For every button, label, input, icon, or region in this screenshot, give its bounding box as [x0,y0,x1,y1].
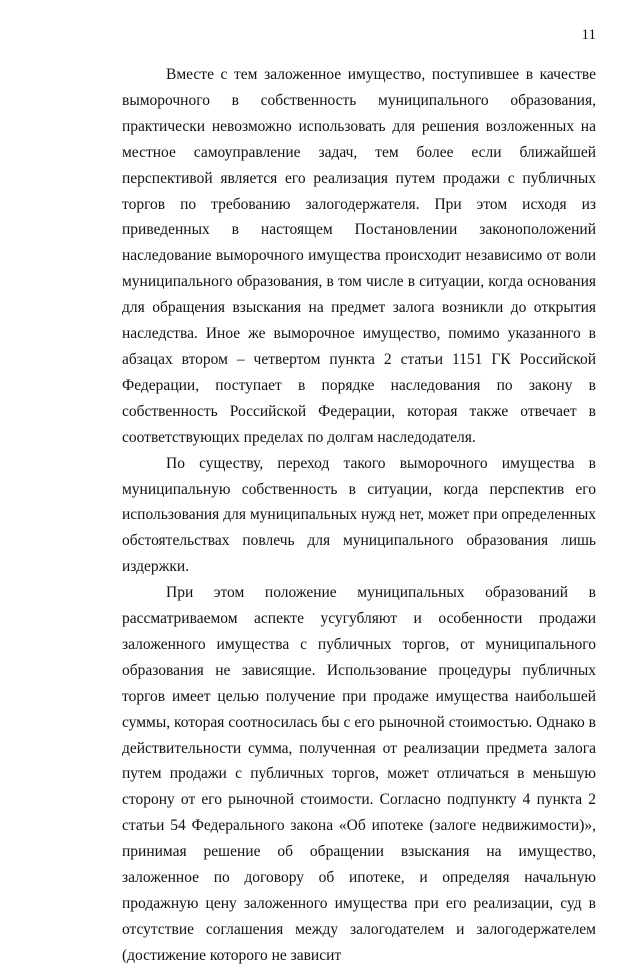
document-body [122,62,596,969]
page-number: 11 [581,27,596,43]
paragraph: При этом положение муниципальных образований в рассматриваемом аспекте усугубляют и особенности продажи заложенного имущества с публичных торгов, от муниципального образования не зависящие. Использование процедуры публичных торгов имеет целью получение при продаже имущества наибольшей суммы, которая соотносилась бы с его рыночной стоимостью. Однако в действительности сумма, полученная от реализации предмета залога путем продажи с публичных торгов, может отличаться в меньшую сторону от его рыночной стоимости. Согласно подпункту 4 пункта 2 статьи 54 Федерального закона «Об ипотеке (залоге недвижимости)», принимая решение об обращении взыскания на имущество, заложенное по договору об ипотеке, и определяя начальную продажную цену заложенного имущества при его реализации, суд в отсутствие соглашения между залогодателем и залогодержателем (достижение которого не зависит [122,584,596,964]
paragraph: По существу, переход такого выморочного имущества в муниципальную собственность в ситуации, когда перспектив его использования для муниципальных нужд нет, может при определенных обстоятельствах повлечь для муниципального образования лишь издержки. [122,454,596,576]
paragraph: Вместе с тем заложенное имущество, поступившее в качестве выморочного в собственность муниципального образования, практически невозможно использовать для решения возложенных на местное самоуправление задач, тем более если ближайшей перспективой является его реализация путем продажи с публичных торгов по требованию залогодержателя. При этом исходя из приведенных в настоящем Постановлении законоположений наследование выморочного имущества происходит независимо от воли муниципального образования, в том числе в ситуации, когда основания для обращения взыскания на предмет залога возникли до открытия наследства. Иное же выморочное имущество, помимо указанного в абзацах втором – четвертом пункта 2 статьи 1151 ГК Российской Федерации, поступает в порядке наследования по закону в собственность Российской Федерации, которая также отвечает в соответствующих пределах по долгам наследодателя. [122,66,596,446]
